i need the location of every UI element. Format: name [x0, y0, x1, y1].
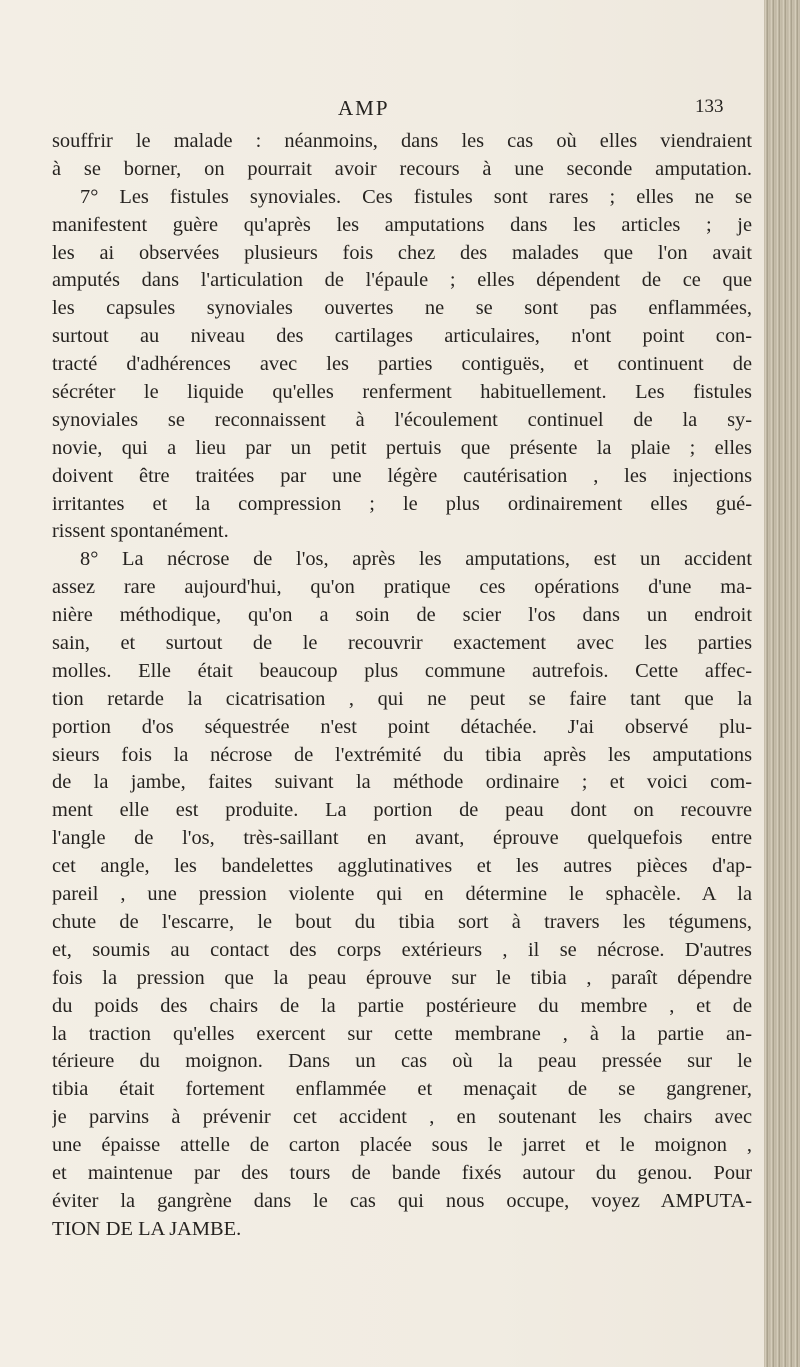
text-line: fois la pression que la peau éprouve sur le tibia , paraît dépendre: [52, 966, 752, 989]
text-line: portion d'os séquestrée n'est point détachée. J'ai observé plu-: [52, 715, 752, 738]
text-line: doivent être traitées par une légère cautérisation , les injections: [52, 464, 752, 487]
text-line: ment elle est produite. La portion de peau dont on recouvre: [52, 799, 752, 822]
book-binding-edge: [764, 0, 800, 1367]
text-line: et maintenue par des tours de bande fixés autour du genou. Pour: [52, 1161, 752, 1184]
running-title: AMP: [338, 96, 390, 120]
text-line: tion retarde la cicatrisation , qui ne peut se faire tant que la: [52, 687, 752, 710]
page-number: 133: [695, 96, 724, 117]
text-line: rissent spontanément.: [52, 520, 229, 543]
text-line: novie, qui a lieu par un petit pertuis que présente la plaie ; elles: [52, 436, 752, 459]
text-line: éviter la gangrène dans le cas qui nous occupe, voyez AMPUTA-: [52, 1189, 752, 1212]
text-line: cet angle, les bandelettes agglutinatives et les autres pièces d'ap-: [52, 855, 752, 878]
text-line: de la jambe, faites suivant la méthode ordinaire ; et voici com-: [52, 771, 752, 794]
text-line: les capsules synoviales ouvertes ne se sont pas enflammées,: [52, 297, 752, 320]
text-line: irritantes et la compression ; le plus ordinairement elles gué-: [52, 492, 752, 515]
text-line: je parvins à prévenir cet accident , en soutenant les chairs avec: [52, 1106, 752, 1129]
text-line: nière méthodique, qu'on a soin de scier l'os dans un endroit: [52, 604, 752, 627]
text-line: TION DE LA JAMBE.: [52, 1217, 242, 1240]
text-line: tracté d'adhérences avec les parties contiguës, et continuent de: [52, 353, 752, 376]
text-line: 8° La nécrose de l'os, après les amputations, est un accident: [80, 548, 752, 571]
text-line: la traction qu'elles exercent sur cette membrane , à la partie an-: [52, 1022, 752, 1045]
text-line: tibia était fortement enflammée et menaçait de se gangrener,: [52, 1078, 752, 1101]
text-line: surtout au niveau des cartilages articulaires, n'ont point con-: [52, 325, 752, 348]
text-line: du poids des chairs de la partie postérieure du membre , et de: [52, 994, 752, 1017]
text-line: sieurs fois la nécrose de l'extrémité du tibia après les amputations: [52, 743, 752, 766]
text-line: les ai observées plusieurs fois chez des malades que l'on avait: [52, 241, 752, 264]
text-line: amputés dans l'articulation de l'épaule ; elles dépendent de ce que: [52, 269, 752, 292]
text-line: à se borner, on pourrait avoir recours à une seconde amputation.: [52, 157, 752, 180]
text-line: sain, et surtout de le recouvrir exactement avec les parties: [52, 632, 752, 655]
text-line: l'angle de l'os, très-saillant en avant, éprouve quelquefois entre: [52, 827, 752, 850]
text-line: pareil , une pression violente qui en détermine le sphacèle. A la: [52, 883, 752, 906]
text-line: synoviales se reconnaissent à l'écoulement continuel de la sy-: [52, 408, 752, 431]
running-head: [0, 96, 760, 126]
text-line: térieure du moignon. Dans un cas où la peau pressée sur le: [52, 1050, 752, 1073]
text-line: chute de l'escarre, le bout du tibia sort à travers les tégumens,: [52, 910, 752, 933]
text-line: molles. Elle était beaucoup plus commune autrefois. Cette affec-: [52, 659, 752, 682]
text-line: sécréter le liquide qu'elles renferment habituellement. Les fistules: [52, 381, 752, 404]
body-text: [52, 128, 752, 1244]
text-line: souffrir le malade : néanmoins, dans les cas où elles viendraient: [52, 130, 752, 152]
text-line: et, soumis au contact des corps extérieurs , il se nécrose. D'autres: [52, 938, 752, 961]
text-line: manifestent guère qu'après les amputations dans les articles ; je: [52, 213, 752, 236]
text-line: une épaisse attelle de carton placée sous le jarret et le moignon ,: [52, 1134, 752, 1157]
text-line: assez rare aujourd'hui, qu'on pratique ces opérations d'une ma-: [52, 576, 752, 599]
text-line: 7° Les fistules synoviales. Ces fistules sont rares ; elles ne se: [80, 185, 752, 208]
